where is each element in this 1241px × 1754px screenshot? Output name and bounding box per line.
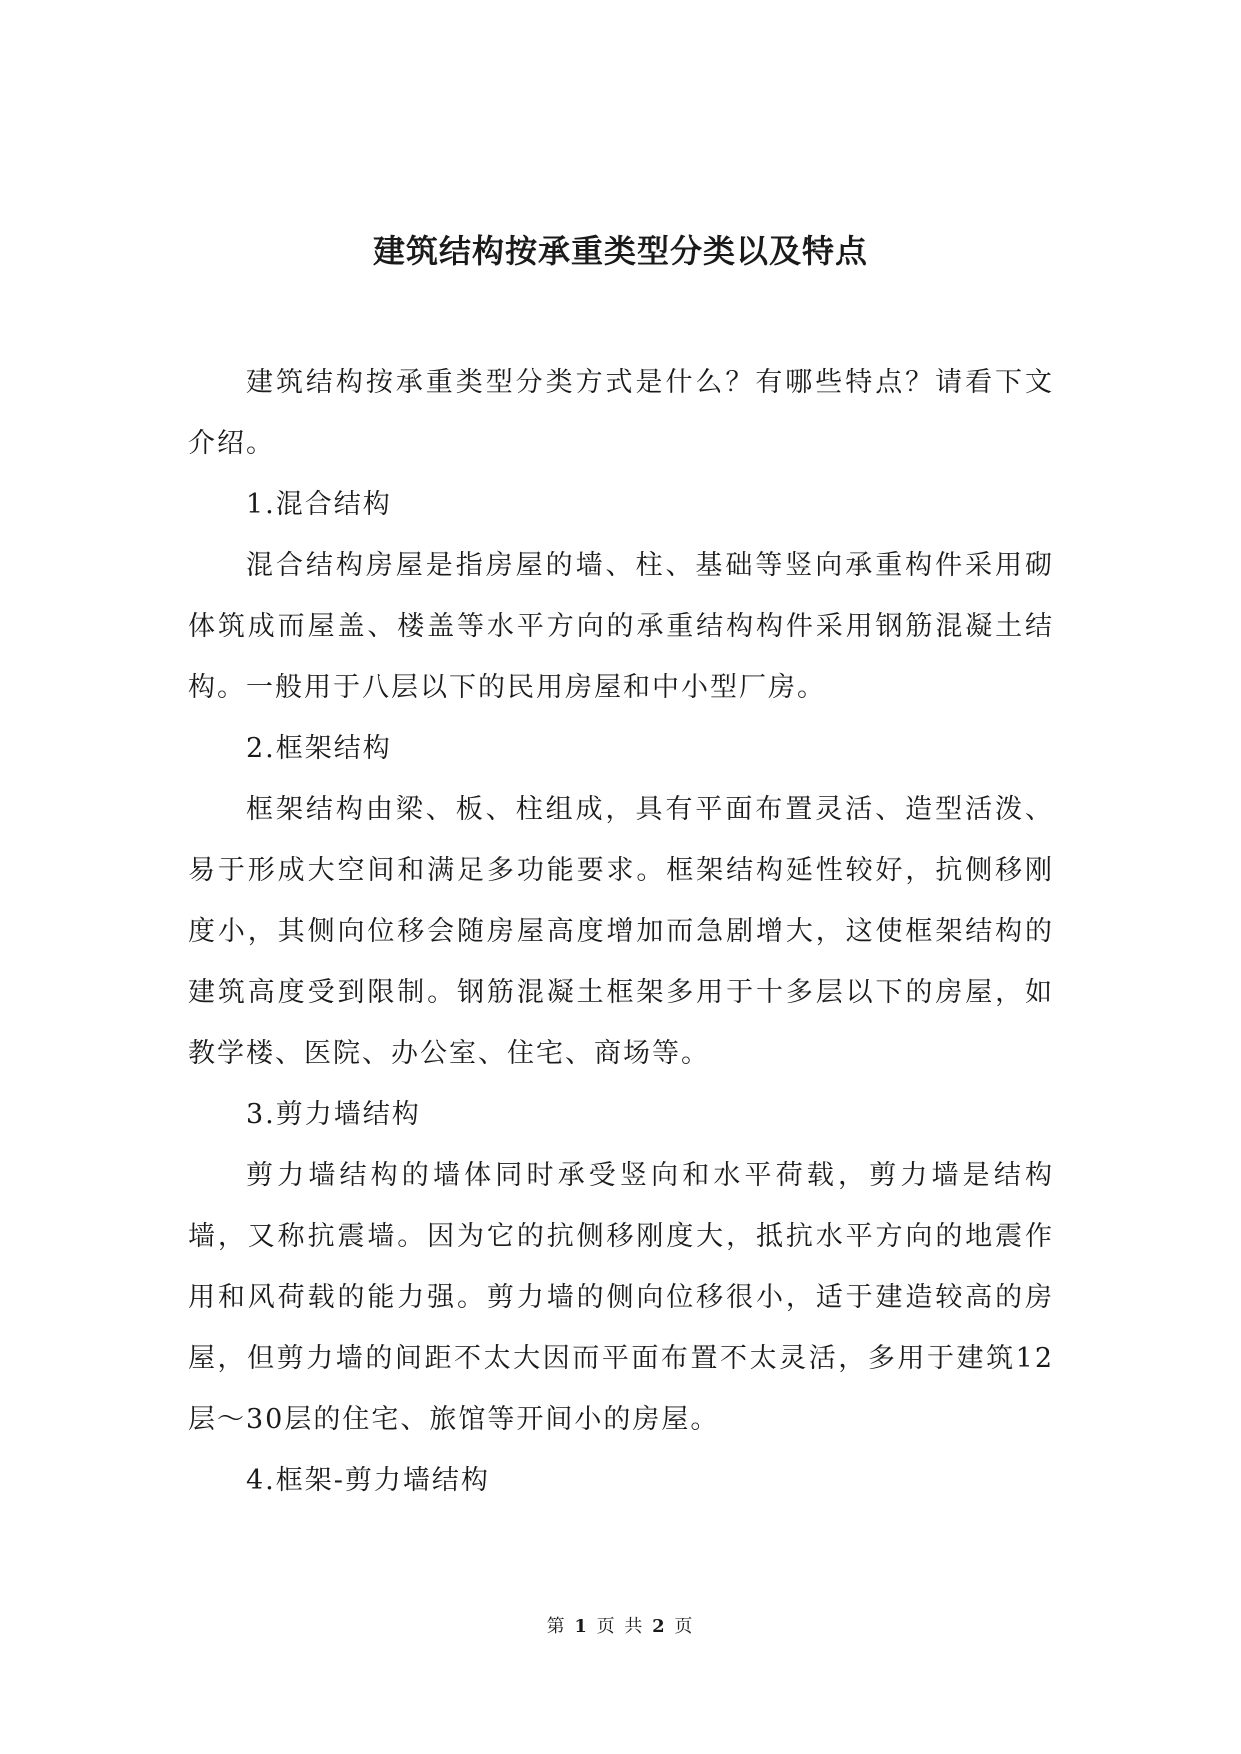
document-title: 建筑结构按承重类型分类以及特点 [372,232,868,270]
page-footer [0,1612,1241,1638]
footer-total-pages: 2 [652,1616,667,1637]
footer-middle: 页 共 [596,1616,645,1637]
section-heading-shear-wall-structure: 3.剪力墙结构 [246,1099,421,1130]
document-body [188,352,1054,1511]
section-text-frame-structure: 框架结构由梁、板、柱组成，具有平面布置灵活、造型活泼、易于形成大空间和满足多功能要求。框架结构延性较好，抗侧移刚度小，其侧向位移会随房屋高度增加而急剧增大，这使框架结构的建筑高度受到限制。钢筋混凝土框架多用于十多层以下的房屋，如教学楼、医院、办公室、住宅、商场等。 [188,794,1054,1069]
section-heading-frame-shear-wall-structure: 4.框架-剪力墙结构 [246,1465,490,1496]
footer-prefix: 第 [546,1616,567,1637]
intro-paragraph: 建筑结构按承重类型分类方式是什么？有哪些特点？请看下文介绍。 [188,367,1054,459]
section-heading-mixed-structure: 1.混合结构 [246,489,392,520]
footer-page-number: 1 [574,1616,589,1637]
footer-suffix: 页 [674,1616,695,1637]
section-text-shear-wall-structure: 剪力墙结构的墙体同时承受竖向和水平荷载，剪力墙是结构墙，又称抗震墙。因为它的抗侧移刚度大，抵抗水平方向的地震作用和风荷载的能力强。剪力墙的侧向位移很小，适于建造较高的房屋，但剪力墙的间距不太大因而平面布置不太灵活，多用于建筑12层～30层的住宅、旅馆等开间小的房屋。 [188,1160,1054,1435]
section-text-mixed-structure: 混合结构房屋是指房屋的墙、柱、基础等竖向承重构件采用砌体筑成而屋盖、楼盖等水平方向的承重结构构件采用钢筋混凝土结构。一般用于八层以下的民用房屋和中小型厂房。 [188,550,1054,703]
section-heading-frame-structure: 2.框架结构 [246,733,392,764]
